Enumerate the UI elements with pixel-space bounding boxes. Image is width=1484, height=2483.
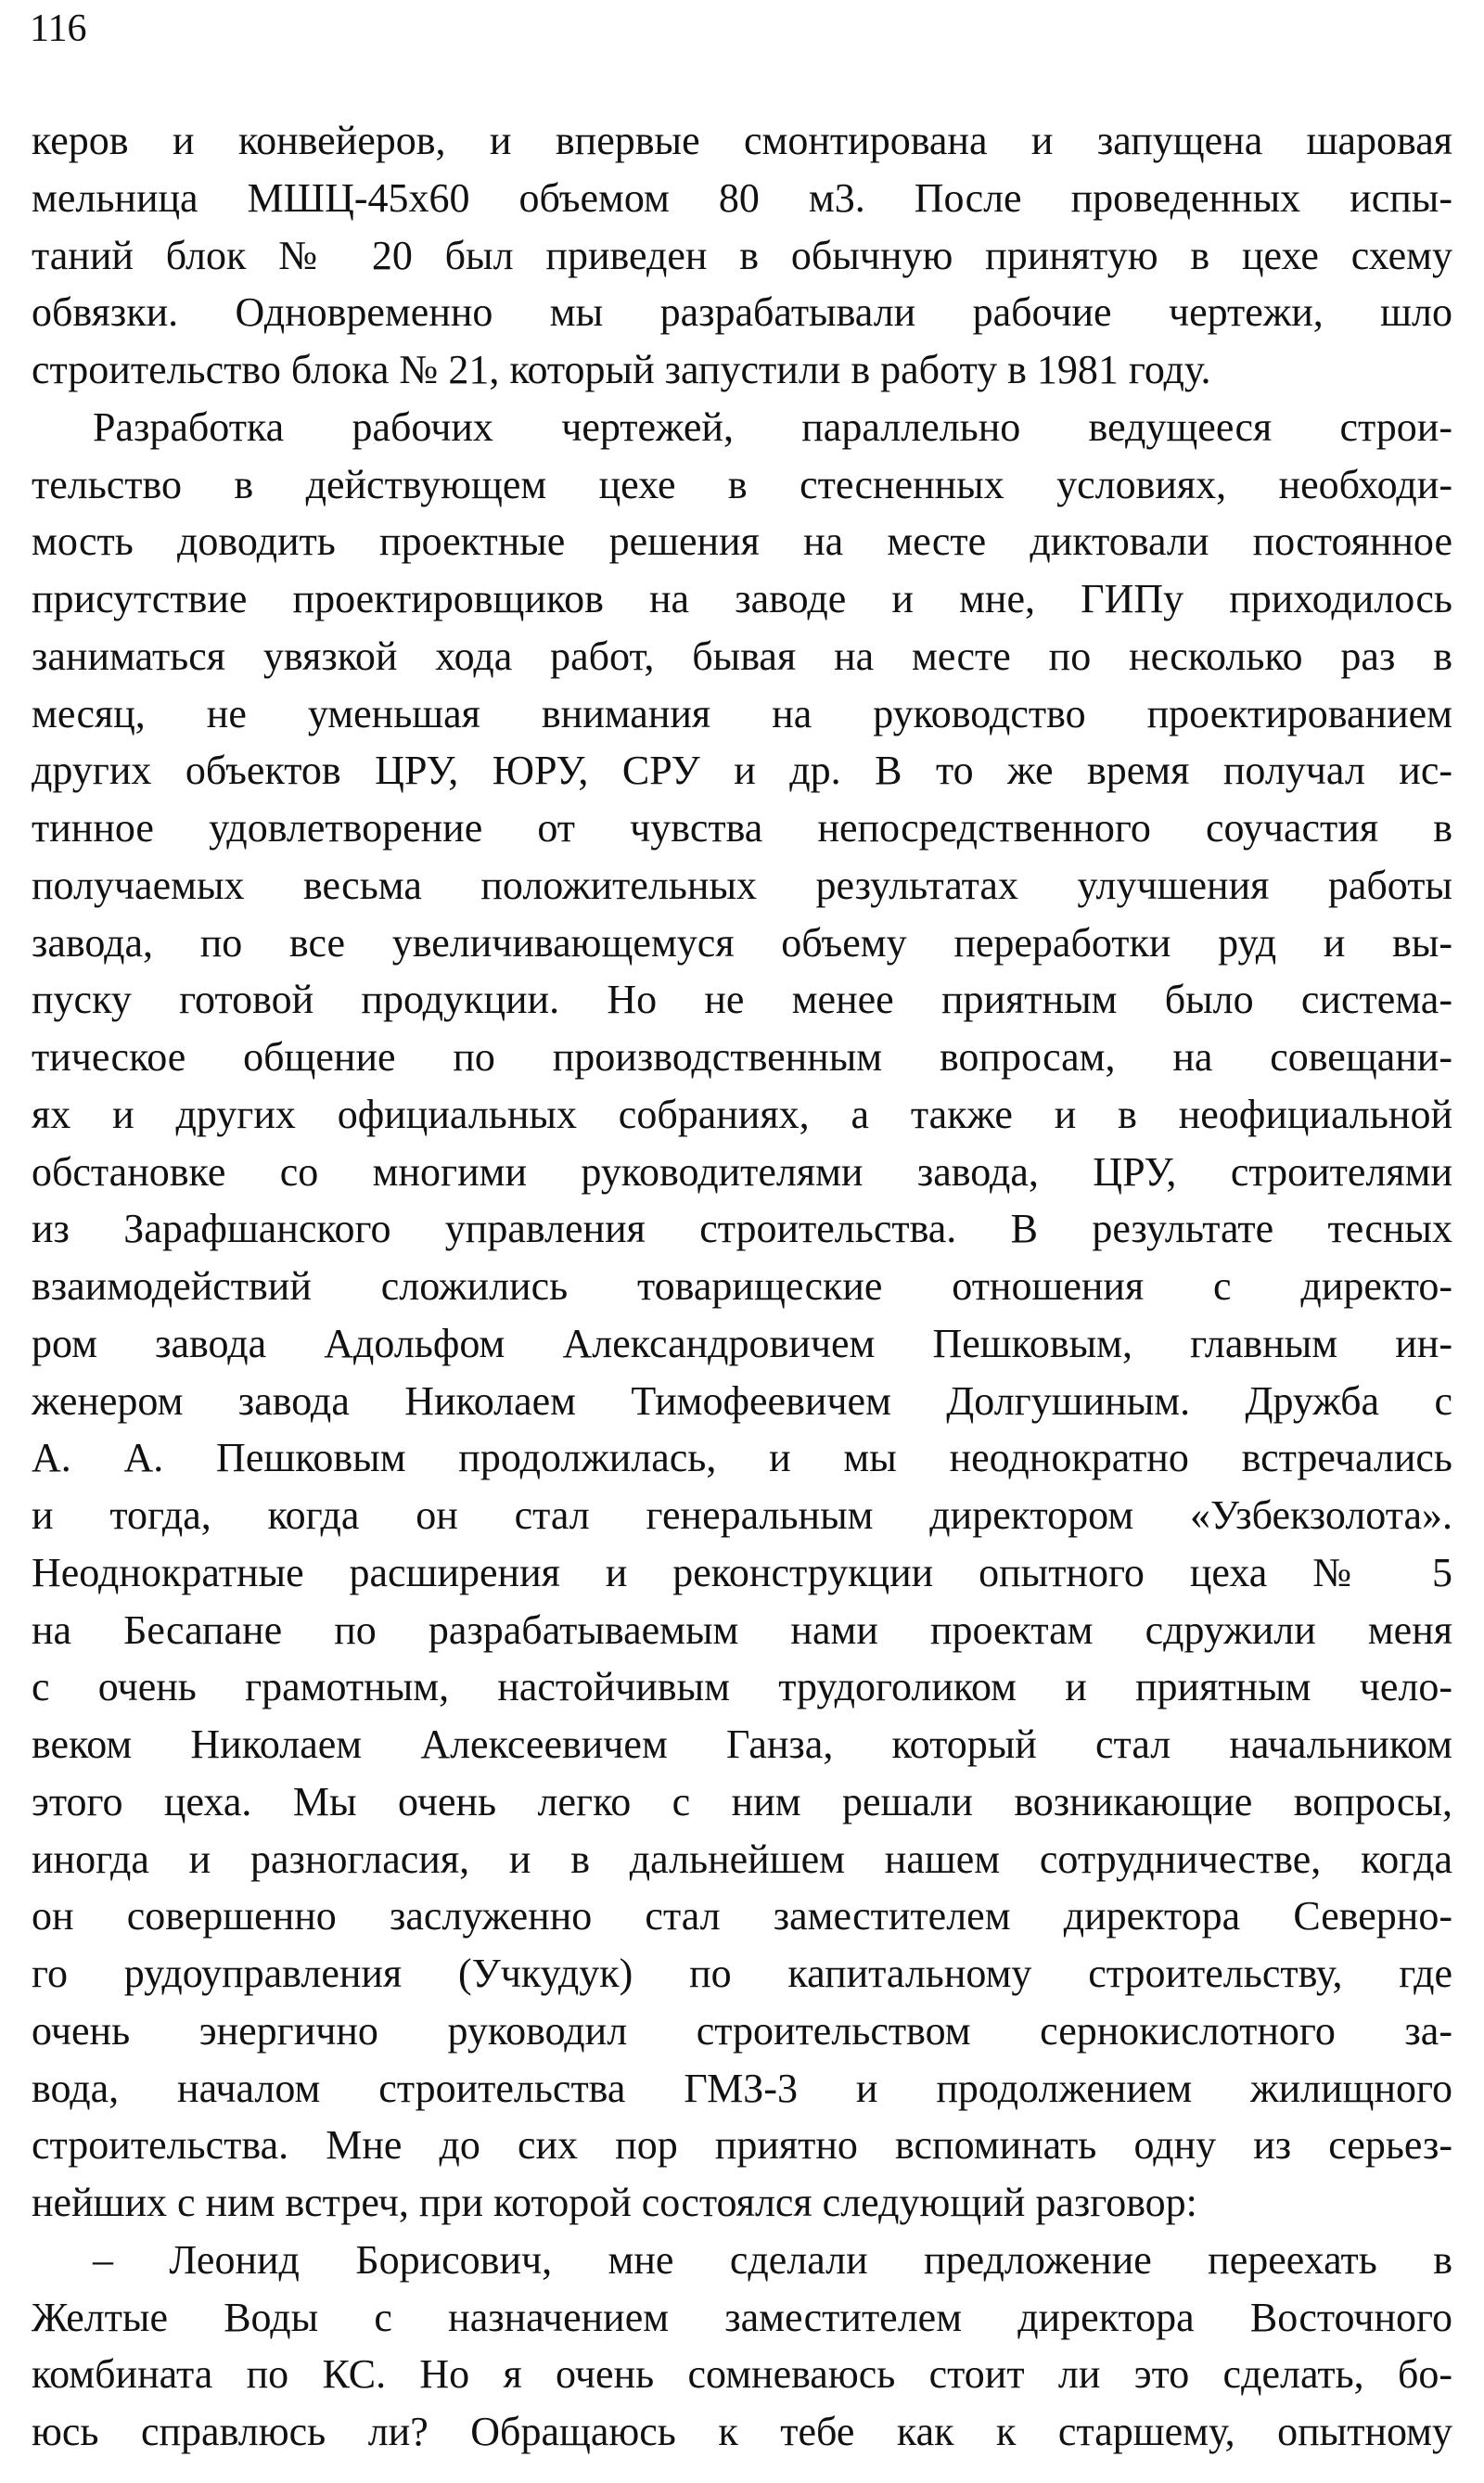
text-line: и тогда, когда он стал генеральным директором «Узбекзолота». [32, 1492, 1452, 1538]
text-line: юсь справлюсь ли? Обращаюсь к тебе как к старшему, опытному [32, 2409, 1452, 2454]
text-line: обстановке со многими руководителями завода, ЦРУ, строителями [32, 1148, 1452, 1195]
text-line: на Бесапане по разрабатываемым нами проектам сдружили меня [32, 1606, 1452, 1653]
text-line: веком Николаем Алексеевичем Ганза, который стал начальником [32, 1721, 1452, 1767]
text-line: с очень грамотным, настойчивым трудоголиком и приятным чело- [32, 1664, 1452, 1710]
text-line: из Зарафшанского управления строительства. В результате тесных [32, 1206, 1452, 1252]
text-line: заниматься увязкой хода работ, бывая на месте по несколько раз в [32, 633, 1452, 679]
text-line: нейших с ним встреч, при которой состоялся следующий разговор: [32, 2180, 1197, 2225]
text-line: А. А. Пешковым продолжилась, и мы неоднократно встречались [32, 1435, 1452, 1481]
text-line: очень энергично руководил строительством сернокислотного за- [32, 2007, 1452, 2054]
text-line: пуску готовой продукции. Но не менее приятным было система- [32, 977, 1452, 1023]
text-line: женером завода Николаем Тимофеевичем Долгушиным. Дружба с [32, 1377, 1452, 1424]
text-line: вода, началом строительства ГМЗ-3 и продолжением жилищного [32, 2065, 1452, 2111]
text-line: строительство блока № 21, который запустили в работу в 1981 году. [32, 347, 1211, 392]
text-line: ром завода Адольфом Александровичем Пешковым, главным ин- [32, 1320, 1452, 1366]
text-line: тическое общение по производственным вопросам, на совещани- [32, 1034, 1452, 1080]
text-line: таний блок № 20 был приведен в обычную принятую в цехе схему [32, 232, 1452, 278]
page-number: 116 [30, 7, 87, 50]
text-line: других объектов ЦРУ, ЮРУ, СРУ и др. В то же время получал ис- [32, 748, 1452, 794]
text-line: – Леонид Борисович, мне сделали предложение переехать в [93, 2236, 1452, 2283]
text-line: го рудоуправления (Учкудук) по капитальному строительству, где [32, 1951, 1452, 1996]
text-line: мельница МШЦ-45x60 объемом 80 м3. После проведенных испы- [32, 174, 1452, 221]
text-line: керов и конвейеров, и впервые смонтирована и запущена шаровая [32, 118, 1452, 163]
text-line: взаимодействий сложились товарищеские отношения с директо- [32, 1263, 1452, 1309]
text-line: Разработка рабочих чертежей, параллельно ведущееся строи- [93, 403, 1452, 450]
text-line: Желтые Воды с назначением заместителем директора Восточного [32, 2294, 1452, 2340]
text-line: Неоднократные расширения и реконструкции опытного цеха № 5 [32, 1549, 1452, 1595]
text-line: строительства. Мне до сих пор приятно вспоминать одну из серьез- [32, 2122, 1452, 2169]
text-line: месяц, не уменьшая внимания на руководство проектированием [32, 690, 1452, 736]
text-line: мость доводить проектные решения на месте диктовали постоянное [32, 518, 1452, 565]
text-line: получаемых весьма положительных результатах улучшения работы [32, 862, 1452, 908]
text-line: иногда и разногласия, и в дальнейшем нашем сотрудничестве, когда [32, 1836, 1452, 1882]
text-line: комбината по КС. Но я очень сомневаюсь стоит ли это сделать, бо- [32, 2351, 1452, 2398]
text-line: он совершенно заслуженно стал заместителем директора Северно- [32, 1893, 1452, 1939]
text-line: обвязки. Одновременно мы разрабатывали рабочие чертежи, шло [32, 289, 1452, 336]
text-line: этого цеха. Мы очень легко с ним решали возникающие вопросы, [32, 1778, 1452, 1824]
text-line: тинное удовлетворение от чувства непосредственного соучастия в [32, 805, 1452, 851]
text-line: присутствие проектировщиков на заводе и мне, ГИПу приходилось [32, 576, 1452, 621]
text-line: завода, по все увеличивающемуся объему переработки руд и вы- [32, 919, 1452, 966]
text-line: тельство в действующем цехе в стесненных условиях, необходи- [32, 461, 1452, 507]
text-line: ях и других официальных собраниях, а также и в неофициальной [32, 1091, 1452, 1137]
body-text [32, 112, 1452, 2461]
